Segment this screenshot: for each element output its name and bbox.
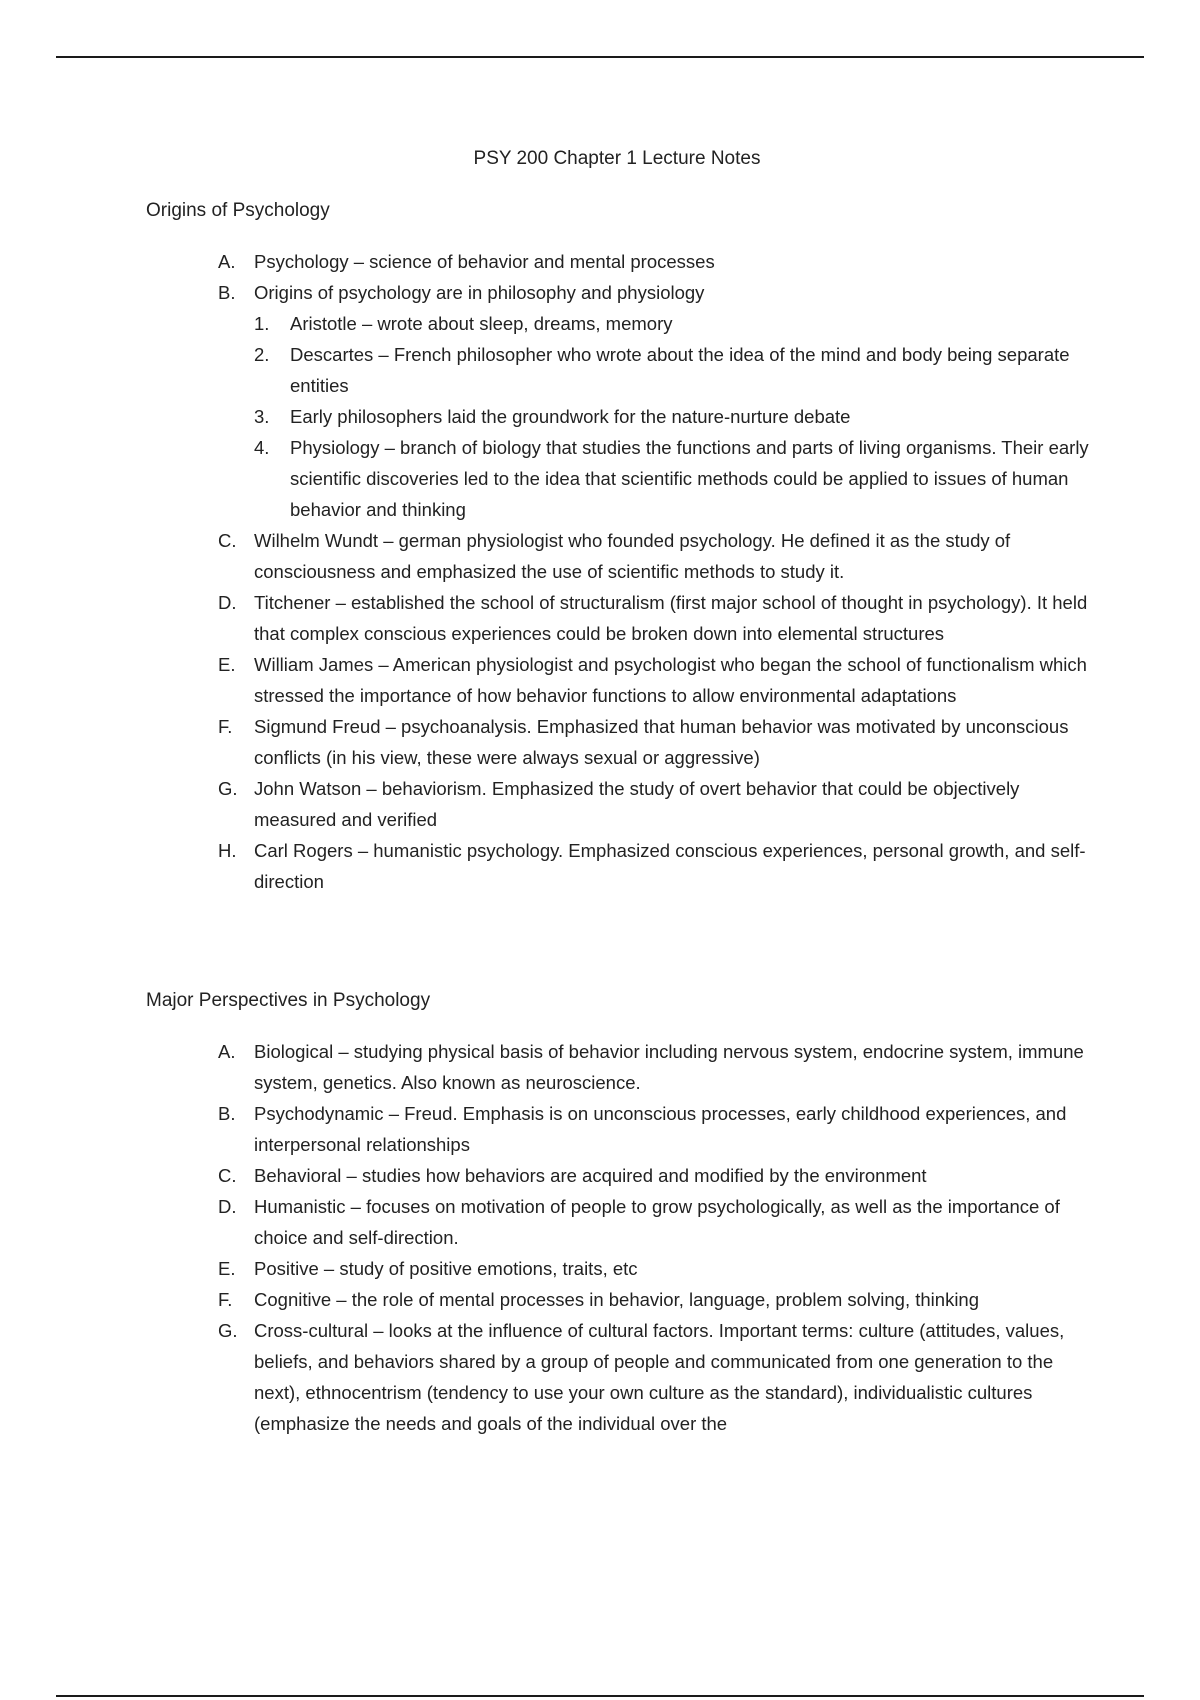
list-item [218,1284,1090,1315]
list-item-text: Cross-cultural – looks at the influence of cultural factors. Important terms: culture (attitudes, values, beliefs, and behaviors shared by a group of people and communicated from one generation to the next), ethnocentrism (tendency to use your own culture as the standard), individualistic cultures (emphasize the needs and goals of the individual over the [254,1320,1065,1434]
list-marker: 4. [254,437,270,458]
list-marker: E. [218,1258,236,1279]
perspectives-outline-list [218,1036,1090,1439]
section-heading-perspectives: Major Perspectives in Psychology [146,990,431,1011]
list-item-text: Psychology – science of behavior and mental processes [254,251,715,272]
list-marker: C. [218,1165,237,1186]
list-item [218,277,1090,525]
list-marker: H. [218,840,237,861]
list-item-text: Cognitive – the role of mental processes in behavior, language, problem solving, thinking [254,1289,980,1310]
footer-rule [56,1695,1144,1697]
list-item-text: Titchener – established the school of structuralism (first major school of thought in psychology). It held that complex conscious experiences could be broken down into elemental structures [254,592,1088,644]
list-item [218,835,1090,897]
list-item [218,1315,1090,1439]
sublist-item [254,308,1090,339]
list-marker: 2. [254,344,270,365]
origins-outline-list [218,246,1090,897]
header-rule [56,56,1144,58]
list-item [218,525,1090,587]
list-item-text: Origins of psychology are in philosophy and physiology [254,282,705,303]
list-marker: F. [218,1289,233,1310]
sublist-item [254,339,1090,401]
sublist-item [254,432,1090,525]
list-marker: 1. [254,313,270,334]
list-item-text: Behavioral – studies how behaviors are acquired and modified by the environment [254,1165,927,1186]
list-item [218,587,1090,649]
list-item-text: Positive – study of positive emotions, traits, etc [254,1258,638,1279]
list-marker: D. [218,592,237,613]
list-item [218,246,1090,277]
list-item-text: Humanistic – focuses on motivation of people to grow psychologically, as well as the importance of choice and self-direction. [254,1196,1060,1248]
list-item [218,773,1090,835]
list-item-text: Biological – studying physical basis of behavior including nervous system, endocrine system, immune system, genetics. Also known as neuroscience. [254,1041,1084,1093]
sublist-item [254,401,1090,432]
list-marker: B. [218,1103,236,1124]
list-marker: D. [218,1196,237,1217]
origins-sublist [254,308,1090,525]
list-marker: E. [218,654,236,675]
list-item-text: Descartes – French philosopher who wrote about the idea of the mind and body being separate entities [290,344,1070,396]
list-item [218,711,1090,773]
list-marker: C. [218,530,237,551]
list-item-text: Aristotle – wrote about sleep, dreams, memory [290,313,673,334]
list-item [218,1036,1090,1098]
list-marker: 3. [254,406,270,427]
list-marker: G. [218,1320,238,1341]
list-item-text: Sigmund Freud – psychoanalysis. Emphasized that human behavior was motivated by unconscious conflicts (in his view, these were always sexual or aggressive) [254,716,1069,768]
list-item-text: Early philosophers laid the groundwork for the nature-nurture debate [290,406,851,427]
list-item-text: Wilhelm Wundt – german physiologist who founded psychology. He defined it as the study of consciousness and emphasized the use of scientific methods to study it. [254,530,1011,582]
list-item-text: Carl Rogers – humanistic psychology. Emphasized conscious experiences, personal growth, and self-direction [254,840,1086,892]
list-marker: G. [218,778,238,799]
page-title: PSY 200 Chapter 1 Lecture Notes [473,148,761,169]
list-item [218,649,1090,711]
list-item-text: Physiology – branch of biology that studies the functions and parts of living organisms. Their early scientific discoveries led to the idea that scientific methods could be applied to issues of human behavior and thinking [290,437,1089,520]
list-marker: A. [218,251,236,272]
list-item-text: John Watson – behaviorism. Emphasized the study of overt behavior that could be objectively measured and verified [254,778,1020,830]
list-item [218,1253,1090,1284]
list-item-text: Psychodynamic – Freud. Emphasis is on unconscious processes, early childhood experiences, and interpersonal relationships [254,1103,1067,1155]
list-marker: B. [218,282,236,303]
list-item [218,1098,1090,1160]
section-heading-origins: Origins of Psychology [146,200,330,221]
list-item [218,1160,1090,1191]
list-item [218,1191,1090,1253]
list-marker: A. [218,1041,236,1062]
list-marker: F. [218,716,233,737]
list-item-text: William James – American physiologist and psychologist who began the school of functionalism which stressed the importance of how behavior functions to allow environmental adaptations [254,654,1087,706]
